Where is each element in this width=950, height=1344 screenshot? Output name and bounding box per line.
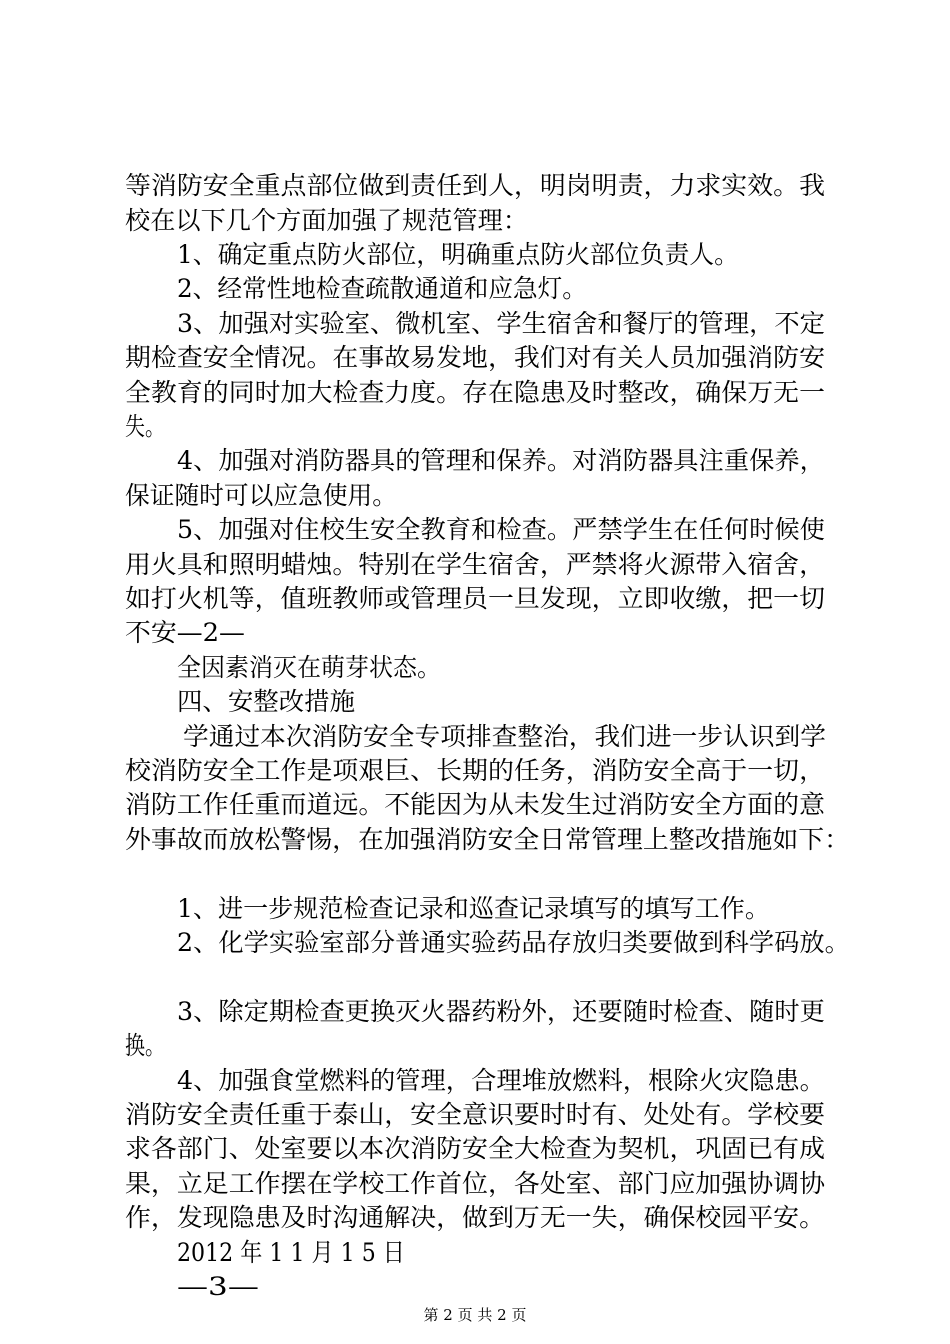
text-line: 2、经常性地检查疏散通道和应急灯。 xyxy=(177,274,587,303)
text-line: 不安—2— xyxy=(125,618,245,647)
text-line: 果，立足工作摆在学校工作首位，各处室、部门应加强协调协 xyxy=(125,1169,826,1198)
text-line: 保证随时可以应急使用。 xyxy=(125,481,398,510)
text-line: 期检查安全情况。在事故易发地，我们对有关人员加强消防安 xyxy=(125,343,826,372)
text-line: 1、确定重点防火部位，明确重点防火部位负责人。 xyxy=(177,240,739,269)
page-footer: 第 2 页 共 2 页 xyxy=(423,1306,527,1324)
text-line: 用火具和照明蜡烛。特别在学生宿舍，严禁将火源带入宿舍， xyxy=(125,550,826,579)
text-line: 外事故而放松警惕，在加强消防安全日常管理上整改措施如下： xyxy=(125,825,851,854)
text-line: 失。 xyxy=(125,412,166,441)
text-line: 学通过本次消防安全专项排查整治，我们进一步认识到学 xyxy=(183,722,827,751)
text-line: 4、加强对消防器具的管理和保养。对消防器具注重保养， xyxy=(177,446,825,475)
text-line: 3、加强对实验室、微机室、学生宿舍和餐厅的管理，不定 xyxy=(177,309,825,338)
text-line: 1、进一步规范检查记录和巡查记录填写的填写工作。 xyxy=(177,894,770,923)
text-line: 如打火机等，值班教师或管理员一旦发现，立即收缴，把一切 xyxy=(125,584,826,613)
text-line: 5、加强对住校生安全教育和检查。严禁学生在任何时候使 xyxy=(177,515,825,544)
text-line: 全因素消灭在萌芽状态。 xyxy=(177,653,442,682)
text-line: 4、加强食堂燃料的管理，合理堆放燃料，根除火灾隐患。 xyxy=(177,1066,825,1095)
text-line: 等消防安全重点部位做到责任到人，明岗明责，力求实效。我 xyxy=(125,171,826,200)
date-line: 2012 年 1 1 月 1 5 日 xyxy=(177,1238,405,1267)
section-heading: 四、安整改措施 xyxy=(177,687,356,716)
text-line: 3、除定期检查更换灭火器药粉外，还要随时检查、随时更 xyxy=(177,997,825,1026)
text-line: 全教育的同时加大检查力度。存在隐患及时整改，确保万无一 xyxy=(125,378,826,407)
page-marker: —3— xyxy=(177,1272,259,1301)
text-line: 2、化学实验室部分普通实验药品存放归类要做到科学码放。 xyxy=(177,928,850,957)
text-line: 求各部门、处室要以本次消防安全大检查为契机，巩固已有成 xyxy=(125,1134,826,1163)
text-line: 校消防安全工作是项艰巨、长期的任务，消防安全高于一切， xyxy=(125,756,826,785)
text-line: 校在以下几个方面加强了规范管理： xyxy=(125,206,529,235)
text-line: 消防安全责任重于泰山，安全意识要时时有、处处有。学校要 xyxy=(125,1100,826,1129)
text-line: 换。 xyxy=(125,1031,166,1060)
text-line: 消防工作任重而道远。不能因为从未发生过消防安全方面的意 xyxy=(125,790,826,819)
text-line: 作，发现隐患及时沟通解决，做到万无一失，确保校园平安。 xyxy=(125,1203,826,1232)
